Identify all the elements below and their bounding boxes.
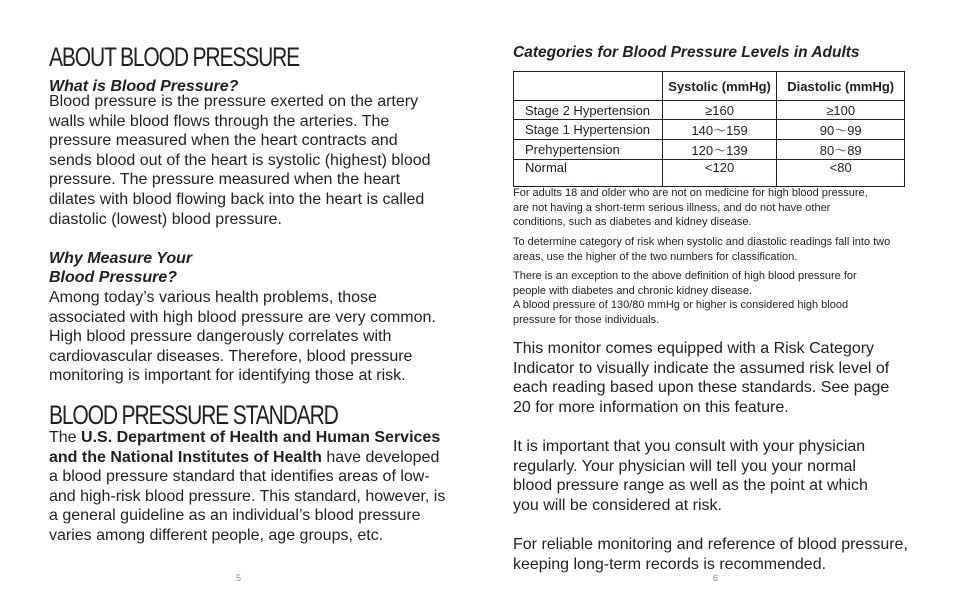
standard-agency: U.S. Department of Health and Human Services and the National Institutes of Health (49, 429, 441, 466)
about-title: ABOUT BLOOD PRESSURE (49, 42, 300, 72)
table-title: Categories for Blood Pressure Levels in Adults (513, 44, 860, 61)
table-header-cell: Diastolic (mmHg) (777, 72, 905, 101)
page-number-left: 5 (236, 573, 242, 583)
what-body: Blood pressure is the pressure exerted on the artery walls while blood flows through the arteries. The pressure measured when the heart contracts and sends blood out of the heart is systolic (highest) blood pressure. The pressure measured when the heart dilates with blood flowing back into the heart is called diastolic (lowest) blood pressure. (49, 93, 431, 228)
note-exception (513, 269, 873, 327)
table-row (514, 140, 905, 160)
left-page (49, 0, 449, 600)
note-adults: For adults 18 and older who are not on medicine for high blood pressure, are not having a short-term serious illness, and do not have other conditions, such as diabetes and kidney disease. (513, 187, 868, 229)
right-page (513, 0, 908, 600)
table-row (514, 160, 905, 187)
diastolic-cell: 80～89 (777, 140, 905, 160)
why-heading-line1: Why Measure Your (49, 250, 193, 267)
systolic-cell: ≥160 (662, 101, 777, 120)
standard-prefix: The (49, 429, 82, 446)
risk-indicator-paragraph: This monitor comes equipped with a Risk Category Indicator to visually indicate the assumed risk level of each reading based upon these standards. See page 20 for more information on this feature. (513, 340, 890, 416)
note-exception-line1: There is an exception to the above definition of high blood pressure for people with diabetes and chronic kidney disease. (513, 270, 857, 297)
category-cell: Prehypertension (514, 140, 663, 160)
systolic-cell: 140～159 (662, 120, 777, 140)
consult-physician-paragraph: It is important that you consult with your physician regularly. Your physician will tell you your normal blood pressure range as well as the point at which you will be considered at risk. (513, 438, 868, 514)
table-row (514, 120, 905, 140)
category-cell: Normal (514, 160, 663, 187)
note-risk-category: To determine category of risk when systolic and diastolic readings fall into two areas, use the higher of the two numbers for classification. (513, 236, 891, 263)
table-row (514, 101, 905, 120)
systolic-cell: <120 (662, 160, 777, 187)
diastolic-cell: <80 (777, 160, 905, 187)
note-exception-line2: A blood pressure of 130/80 mmHg or higher is considered high blood pressure for those individuals. (513, 299, 849, 326)
systolic-cell: 120～139 (662, 140, 777, 160)
table-header-cell (514, 72, 663, 101)
why-body: Among today’s various health problems, those associated with high blood pressure are very common. High blood pressure dangerously correlates with cardiovascular diseases. Therefore, blood pressure monitoring is important for identifying those at risk. (49, 289, 436, 385)
table-header-cell: Systolic (mmHg) (662, 72, 777, 101)
diastolic-cell: ≥100 (777, 101, 905, 120)
bp-categories-table (513, 71, 905, 187)
category-cell: Stage 1 Hypertension (514, 120, 663, 140)
diastolic-cell: 90～99 (777, 120, 905, 140)
why-heading-line2: Blood Pressure? (49, 269, 178, 286)
table-header-row (514, 72, 905, 101)
standard-rest: have developed a blood pressure standard that identifies areas of low- and high-risk blood pressure. This standard, however, is a general guideline as an individual’s blood pressure varies among different people, age groups, etc. (49, 448, 446, 544)
what-heading: What is Blood Pressure? (49, 78, 239, 95)
category-cell: Stage 2 Hypertension (514, 101, 663, 120)
page-number-right: 6 (713, 573, 719, 583)
why-heading (49, 249, 192, 287)
standard-title: BLOOD PRESSURE STANDARD (49, 400, 338, 430)
records-paragraph: For reliable monitoring and reference of blood pressure, keeping long-term records is recommended. (513, 536, 908, 573)
standard-body (49, 428, 447, 546)
